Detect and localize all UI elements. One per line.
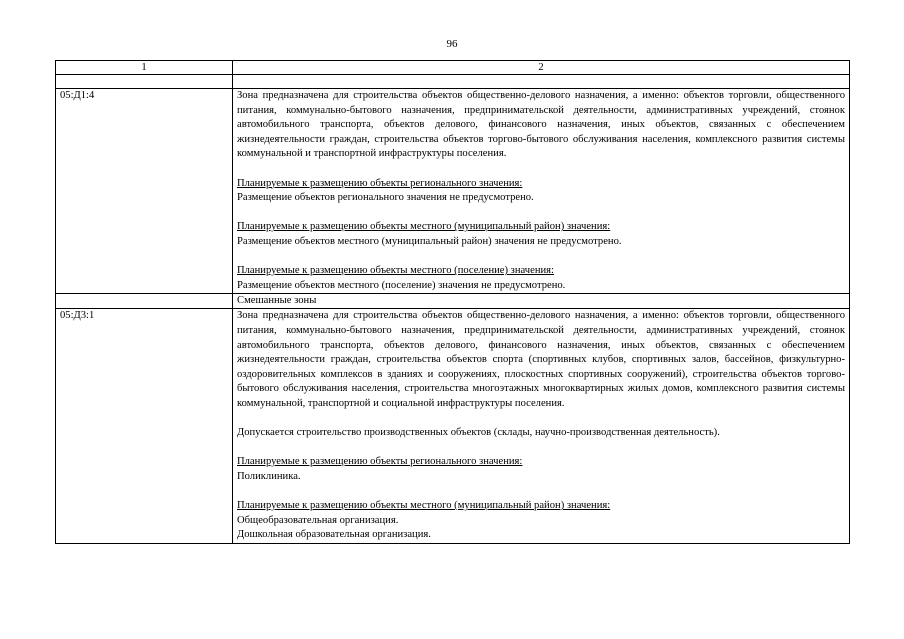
- section-row: [56, 294, 850, 309]
- spacer-cell: [233, 75, 850, 89]
- municipal-objects-text: Размещение объектов местного (муниципальный район) значения не предусмотрено.: [237, 235, 622, 247]
- table-row: [56, 309, 850, 544]
- page-number: 96: [446, 38, 458, 50]
- settlement-objects-text: Размещение объектов местного (поселение) значения не предусмотрено.: [237, 279, 566, 291]
- zone-description-cell: [233, 89, 850, 294]
- table-row: [56, 89, 850, 294]
- regional-objects-text: Поликлиника.: [237, 470, 301, 482]
- municipal-object-item: Общеобразовательная организация.: [237, 514, 399, 526]
- table-header-row: [56, 61, 850, 75]
- zones-table: [55, 60, 850, 544]
- municipal-object-item: Дошкольная образовательная организация.: [237, 529, 431, 541]
- zone-description-cell: [233, 309, 850, 544]
- column-header-1: 1: [56, 61, 233, 75]
- column-header-2: 2: [233, 61, 850, 75]
- zone-description: Зона предназначена для строительства объектов общественно-делового назначения, а именно: объектов торговли, общественного питания, коммунально-бытового назначения, предпринимательской деятельности, административных учреждений, стоянок автомобильного транспорта, объектов делового, финансового назначения, иных объектов, связанных с обеспечением жизнедеятельности граждан, строительства объектов спорта (спортивных клубов, спортивных залов, бассейнов, физкультурно-оздоровительных комплексов в зданиях и сооружениях, плоскостных спортивных сооружений), строительства объектов торгово-бытового обслуживания населения, строительства многоэтажных многоквартирных жилых домов, комплексного развития системы коммунальной, транспортной и социальной инфраструктуры поселения.: [237, 310, 845, 409]
- zone-description: Зона предназначена для строительства объектов общественно-делового назначения, а именно: объектов торговли, общественного питания, коммунально-бытового назначения, предпринимательской деятельности, административных учреждений, стоянок автомобильного транспорта, объектов делового, финансового назначения, иных объектов, связанных с обеспечением жизнедеятельности граждан, строительства объектов торгово-бытового обслуживания населения, комплексного развития системы коммунальной и транспортной инфраструктуры поселения.: [237, 90, 845, 160]
- section-empty-cell: [56, 294, 233, 309]
- regional-objects-heading: Планируемые к размещению объекты регионального значения:: [237, 177, 523, 189]
- zone-code: 05:Д3:1: [56, 309, 233, 544]
- municipal-objects-heading: Планируемые к размещению объекты местного (муниципальный район) значения:: [237, 221, 611, 233]
- regional-objects-heading: Планируемые к размещению объекты регионального значения:: [237, 456, 523, 468]
- settlement-objects-heading: Планируемые к размещению объекты местного (поселение) значения:: [237, 265, 554, 277]
- table-spacer-row: [56, 75, 850, 89]
- allowed-construction-text: Допускается строительство производственных объектов (склады, научно-производственная деятельность).: [237, 427, 720, 439]
- zone-code: 05:Д1:4: [56, 89, 233, 294]
- spacer-cell: [56, 75, 233, 89]
- regional-objects-text: Размещение объектов регионального значения не предусмотрено.: [237, 192, 534, 204]
- section-title: Смешанные зоны: [233, 294, 850, 309]
- municipal-objects-heading: Планируемые к размещению объекты местного (муниципальный район) значения:: [237, 500, 611, 512]
